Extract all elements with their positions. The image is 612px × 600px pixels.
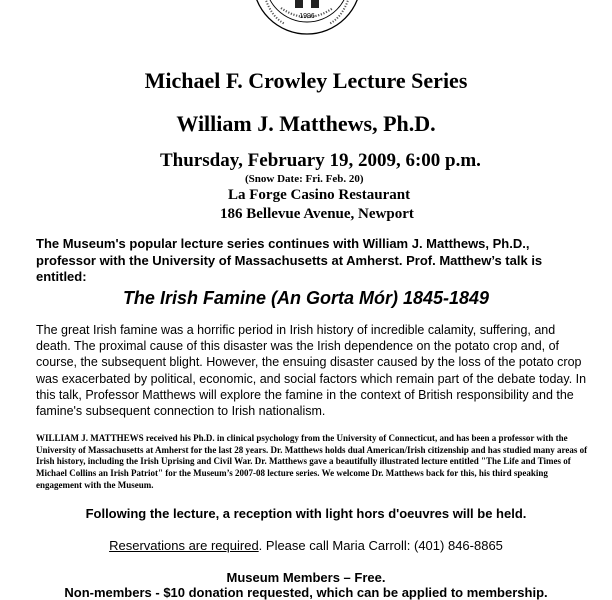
reservations-required-text: Reservations are required: [109, 538, 259, 553]
series-title: Michael F. Crowley Lecture Series: [144, 68, 468, 93]
speaker-name: William J. Matthews, Ph.D.: [176, 111, 436, 136]
event-address: 186 Bellevue Avenue, Newport: [220, 206, 414, 222]
intro-paragraph: The Museum's popular lecture series continues with William J. Matthews, Ph.D., professor with the University of Massachusetts at Amherst. Prof. Matthew’s talk is entitled:: [36, 236, 543, 284]
reservation-phone-text: . Please call Maria Carroll: (401) 846-8865: [258, 538, 503, 553]
seal-year: 1996: [299, 13, 315, 20]
lecture-title: The Irish Famine (An Gorta Mór) 1845-1849: [122, 288, 490, 308]
reservation-line: [0, 538, 612, 553]
speaker-bio: WILLIAM J. MATTHEWS received his Ph.D. in clinical psychology from the University of Connecticut, and has been a professor with the University of Massachusetts at Amherst for the last 28 years. Dr. Matthews holds dual American/Irish citizenship and has studied many areas of Irish history, including the Irish Uprising and Civil War. Dr. Matthews gave a beautifully illustrated lecture entitled "The Life and Times of Michael Collins an Irish Patriot" for the Museum’s 2007-08 lecture series. We welcome Dr. Matthews back for this, his third speaking engagement with the Museum.: [36, 433, 588, 490]
description-paragraph: The great Irish famine was a horrific period in Irish history of incredible calamity, suffering, and death. The proximal cause of this disaster was the Irish dependence on the potato crop and, of course, the subsequent blight. However, the ensuing disaster caused by the loss of the potato crop was exacerbated by political, economic, and social factors which remain part of the debate today. In this talk, Professor Matthews will explore the famine in the context of British responsibility and the famine's subsequent connection to Irish nationalism.: [36, 323, 587, 419]
members-pricing: Museum Members – Free.: [226, 570, 386, 585]
non-members-pricing: Non-members - $10 donation requested, which can be applied to membership.: [64, 585, 548, 600]
event-date-time: Thursday, February 19, 2009, 6:00 p.m.: [160, 150, 481, 171]
reception-note: Following the lecture, a reception with light hors d'oeuvres will be held.: [85, 506, 527, 521]
museum-seal-logo: [251, 0, 363, 36]
snow-date: (Snow Date: Fri. Feb. 20): [245, 173, 364, 185]
event-venue: La Forge Casino Restaurant: [228, 187, 411, 203]
